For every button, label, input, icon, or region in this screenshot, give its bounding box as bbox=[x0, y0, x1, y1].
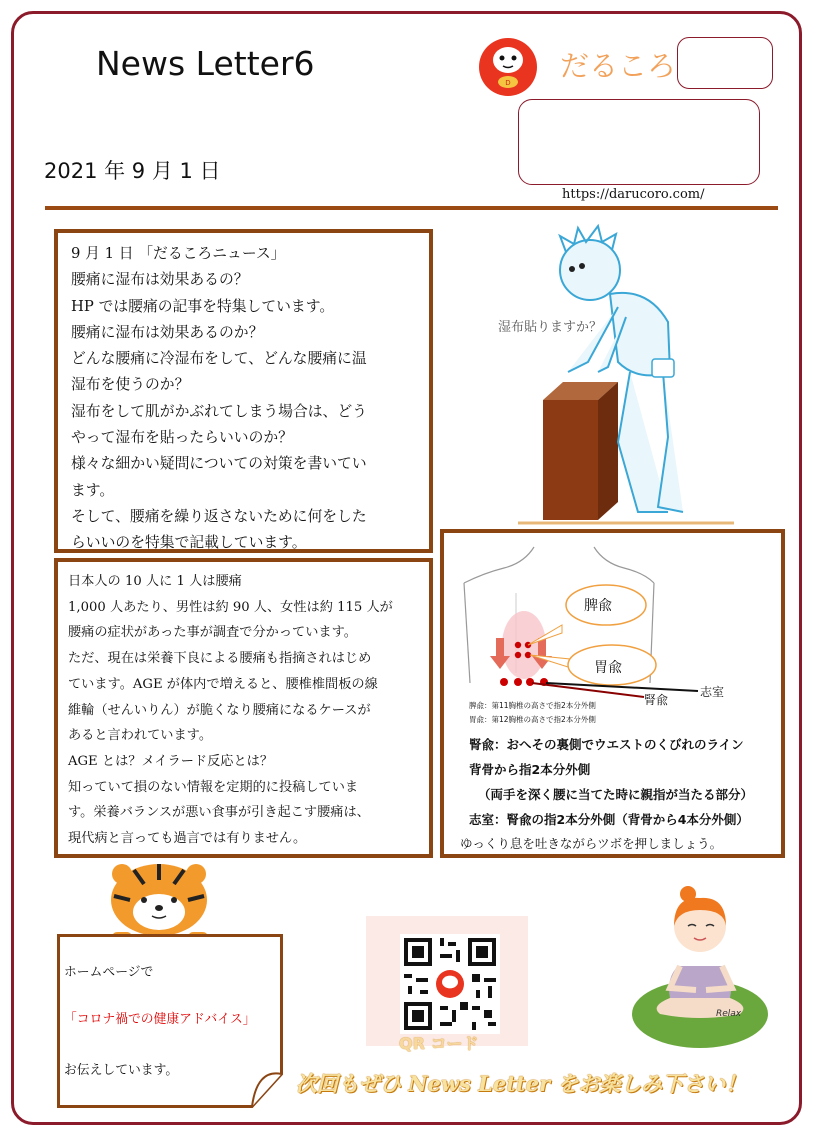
daruma-logo-icon bbox=[477, 36, 539, 98]
back-acupoint-diagram bbox=[444, 533, 781, 723]
back-pain-line: ただ、現在は栄養下良による腰痛も指摘されはじめ bbox=[68, 651, 372, 667]
brand-name: だるころ bbox=[560, 49, 677, 83]
label-shishitsu: 志室 bbox=[700, 685, 725, 699]
qr-code-label: QR コード bbox=[399, 1034, 479, 1053]
news-line: そして、腰痛を繰り返さないために何をした bbox=[71, 507, 367, 525]
qr-code-icon bbox=[400, 934, 500, 1034]
notice-line-3: お伝えしています。 bbox=[64, 1063, 179, 1078]
back-pain-line: 腰痛の症状があった事が調査で分かっています。 bbox=[68, 625, 357, 641]
bending-figure-illustration bbox=[518, 222, 734, 527]
news-line: ます。 bbox=[71, 481, 115, 499]
notice-line-1: ホームページで bbox=[64, 965, 154, 980]
acupoint-line: 背骨から指2本分外側 bbox=[469, 762, 591, 777]
note-iyu: 胃兪：第12胸椎の高さで指2本分外側 bbox=[469, 715, 596, 724]
news-line: 様々な細かい疑問についての対策を書いてい bbox=[71, 455, 367, 473]
compress-question: 湿布貼りますか？ bbox=[498, 320, 603, 335]
note-hiyu: 脾兪：第11胸椎の高さで指2本分外側 bbox=[469, 701, 596, 710]
news-line: 湿布を使うのか？ bbox=[71, 376, 190, 394]
news-line: 腰痛に湿布は効果あるのか？ bbox=[71, 323, 264, 341]
relax-text: Relax bbox=[716, 1009, 742, 1019]
back-pain-line: 1,000 人あたり、男性は約 90 人、女性は約 115 人が bbox=[68, 599, 393, 615]
header-box-small bbox=[677, 37, 773, 89]
acupoint-line: （両手を深く腰に当てた時に親指が当たる部分） bbox=[478, 787, 754, 802]
tiger-icon bbox=[104, 860, 214, 945]
header-divider bbox=[45, 206, 778, 210]
footer-message: 次回もぜひ News Letter をお楽しみ下さい！ bbox=[296, 1071, 747, 1096]
back-pain-line: 現代病と言っても過言では有りません。 bbox=[68, 831, 307, 847]
website-url[interactable]: https://darucoro.com/ bbox=[562, 187, 705, 202]
news-line: HP では腰痛の記事を特集しています。 bbox=[71, 297, 335, 315]
back-pain-line: 知っていて損のない情報を定期的に投稿していま bbox=[68, 779, 359, 795]
header-box-large bbox=[518, 99, 760, 185]
homepage-notice bbox=[57, 934, 283, 1108]
acupoint-line: 腎兪：おへその裏側でウエストのくびれのライン bbox=[469, 737, 744, 752]
svg-text:D: D bbox=[505, 79, 511, 87]
news-line: 腰痛に湿布は効果あるの？ bbox=[71, 271, 249, 289]
acupoint-panel bbox=[440, 529, 785, 858]
news-line: 湿布をして肌がかぶれてしまう場合は、どう bbox=[71, 402, 367, 420]
label-iyu: 胃兪 bbox=[594, 660, 622, 676]
notice-link-covid-advice[interactable]: 「コロナ禍での健康アドバイス」 bbox=[64, 1012, 256, 1027]
meditating-figure-illustration bbox=[630, 882, 772, 1050]
back-pain-line: 日本人の 10 人に 1 人は腰痛 bbox=[68, 574, 242, 589]
news-panel bbox=[54, 229, 433, 553]
news-line: 9 月 1 日 「だるころニュース」 bbox=[71, 245, 286, 262]
newsletter-title: News Letter6 bbox=[96, 44, 315, 83]
label-jinyu: 腎兪 bbox=[644, 693, 669, 707]
back-pain-line: あると言われています。 bbox=[68, 728, 213, 744]
acupoint-line: ゆっくり息を吐きながらツボを押しましょう。 bbox=[460, 836, 723, 851]
back-pain-line: ています。AGE が体内で増えると、腰椎椎間板の線 bbox=[68, 676, 378, 692]
label-hiyu: 脾兪 bbox=[584, 598, 612, 614]
news-line: やって湿布を貼ったらいいのか？ bbox=[71, 429, 293, 447]
back-pain-line: AGE とは？メイラード反応とは？ bbox=[68, 753, 274, 769]
news-line: どんな腰痛に冷湿布をして、どんな腰痛に温 bbox=[71, 350, 367, 368]
back-pain-panel bbox=[54, 558, 433, 858]
news-line: らいいのを特集で記載しています。 bbox=[71, 534, 307, 552]
qr-code-card[interactable] bbox=[366, 916, 528, 1046]
acupoint-line: 志室：腎兪の指2本分外側（背骨から4本分外側） bbox=[469, 812, 749, 827]
issue-date: 2021 年 9 月 1 日 bbox=[44, 159, 221, 183]
back-pain-line: 維輪（せんいりん）が脆くなり腰痛になるケースが bbox=[68, 702, 371, 718]
back-pain-line: す。栄養バランスが悪い食事が引き起こす腰痛は、 bbox=[68, 805, 370, 821]
